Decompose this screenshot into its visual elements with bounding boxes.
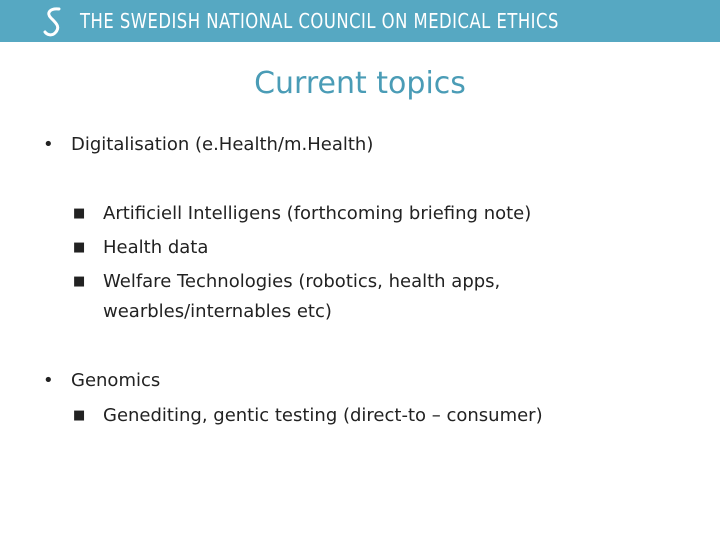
council-logo-icon xyxy=(38,5,68,37)
sub-item-text: Artificiell Intelligens (forthcoming briefing note) xyxy=(103,203,532,224)
list-item-text: Genomics xyxy=(71,370,161,391)
sub-item-health-data xyxy=(73,235,209,261)
header-bar xyxy=(0,0,720,42)
sub-item-genediting xyxy=(73,403,543,429)
sub-item-text: Welfare Technologies (robotics, health apps, xyxy=(103,271,501,292)
sub-item-text: Genediting, gentic testing (direct-to – consumer) xyxy=(103,405,543,426)
list-item-text: Digitalisation (e.Health/m.Health) xyxy=(71,134,374,155)
list-item-digitalisation xyxy=(43,132,374,158)
square-bullet-icon: ■ xyxy=(73,206,86,221)
square-bullet-icon: ■ xyxy=(73,240,86,255)
sub-item-text: wearbles/internables etc) xyxy=(103,301,332,322)
sub-item-welfare-tech xyxy=(73,269,501,295)
square-bullet-icon: ■ xyxy=(73,274,86,289)
sub-item-welfare-tech-cont xyxy=(103,299,332,325)
sub-item-text: Health data xyxy=(103,237,209,258)
sub-item-ai xyxy=(73,201,532,227)
bullet-icon: • xyxy=(43,134,54,155)
slide-title: Current topics xyxy=(254,66,466,101)
list-item-genomics xyxy=(43,368,161,394)
bullet-icon: • xyxy=(43,370,54,391)
square-bullet-icon: ■ xyxy=(73,408,86,423)
org-name: THE SWEDISH NATIONAL COUNCIL ON MEDICAL ETHICS xyxy=(80,9,559,33)
